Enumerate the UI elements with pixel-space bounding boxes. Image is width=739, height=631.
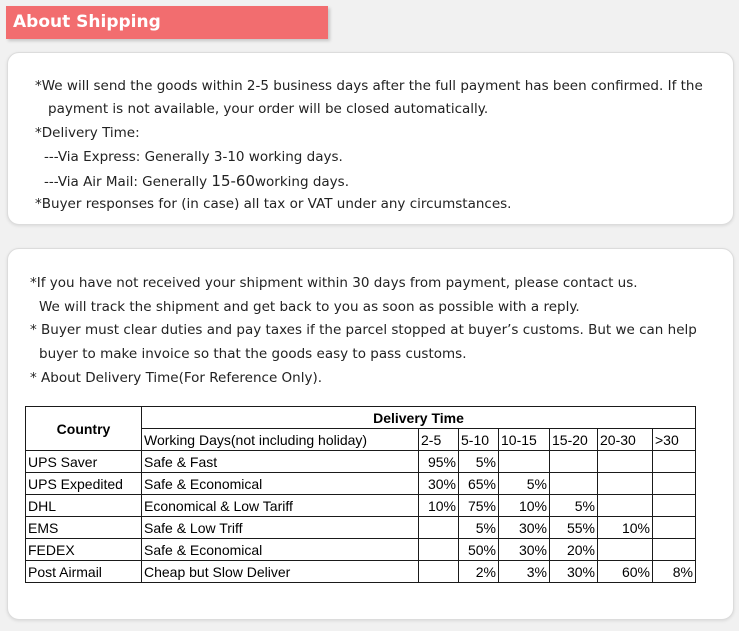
delivery-percentage xyxy=(653,451,696,473)
delivery-percentage xyxy=(653,495,696,517)
table-row xyxy=(26,473,696,495)
delivery-percentage: 10% xyxy=(598,517,653,539)
airmail-prefix: ---Via Air Mail: Generally xyxy=(44,174,212,190)
service-description: Economical & Low Tariff xyxy=(142,495,419,517)
shipping-note-line: *We will send the goods within 2-5 business days after the full payment has been confirmed. If the xyxy=(35,78,703,94)
delivery-percentage: 50% xyxy=(459,539,499,561)
delivery-percentage xyxy=(598,451,653,473)
range-header: 20-30 xyxy=(598,429,653,451)
delivery-percentage: 60% xyxy=(598,561,653,583)
range-header: >30 xyxy=(653,429,696,451)
shipping-info-card xyxy=(7,52,734,225)
delivery-percentage: 30% xyxy=(550,561,598,583)
delivery-percentage: 30% xyxy=(499,539,550,561)
delivery-percentage xyxy=(550,473,598,495)
delivery-percentage: 55% xyxy=(550,517,598,539)
delivery-time-table xyxy=(25,406,696,583)
range-header: 10-15 xyxy=(499,429,550,451)
working-days-header: Working Days(not including holiday) xyxy=(142,429,419,451)
shipping-note-line: payment is not available, your order will be closed automatically. xyxy=(48,101,489,117)
section-title: About Shipping xyxy=(13,12,161,32)
table-row xyxy=(26,517,696,539)
delivery-percentage xyxy=(598,495,653,517)
delivery-percentage xyxy=(419,539,459,561)
delivery-percentage xyxy=(419,517,459,539)
carrier-name: Post Airmail xyxy=(26,561,142,583)
service-description: Safe & Fast xyxy=(142,451,419,473)
service-description: Safe & Economical xyxy=(142,539,419,561)
delivery-percentage xyxy=(598,473,653,495)
customs-note-line: buyer to make invoice so that the goods easy to pass customs. xyxy=(39,346,467,362)
delivery-percentage: 5% xyxy=(499,473,550,495)
delivery-note-line: *If you have not received your shipment within 30 days from payment, please contact us. xyxy=(30,275,638,291)
delivery-percentage: 2% xyxy=(459,561,499,583)
airmail-delivery-line xyxy=(44,172,349,191)
delivery-percentage xyxy=(598,539,653,561)
delivery-percentage xyxy=(653,539,696,561)
carrier-rows xyxy=(26,451,696,583)
range-header: 15-20 xyxy=(550,429,598,451)
carrier-name: FEDEX xyxy=(26,539,142,561)
delivery-percentage: 5% xyxy=(459,451,499,473)
delivery-time-reference: * About Delivery Time(For Reference Only). xyxy=(30,370,323,386)
delivery-percentage: 95% xyxy=(419,451,459,473)
airmail-suffix: working days. xyxy=(255,174,349,190)
table-row xyxy=(26,495,696,517)
airmail-days-range: 15-60 xyxy=(211,172,255,190)
delivery-percentage xyxy=(653,517,696,539)
delivery-percentage: 5% xyxy=(550,495,598,517)
table-row xyxy=(26,539,696,561)
delivery-percentage: 30% xyxy=(499,517,550,539)
carrier-name: DHL xyxy=(26,495,142,517)
carrier-name: UPS Saver xyxy=(26,451,142,473)
delivery-percentage xyxy=(653,473,696,495)
customs-note-line: * Buyer must clear duties and pay taxes if the parcel stopped at buyer’s customs. But we can help xyxy=(30,322,697,338)
delivery-percentage: 5% xyxy=(459,517,499,539)
service-description: Safe & Economical xyxy=(142,473,419,495)
delivery-note-line: We will track the shipment and get back to you as soon as possible with a reply. xyxy=(39,299,580,315)
delivery-percentage: 10% xyxy=(499,495,550,517)
range-header: 2-5 xyxy=(419,429,459,451)
delivery-percentage: 20% xyxy=(550,539,598,561)
delivery-percentage: 65% xyxy=(459,473,499,495)
delivery-time-header: Delivery Time xyxy=(142,407,696,429)
delivery-percentage: 8% xyxy=(653,561,696,583)
delivery-percentage: 10% xyxy=(419,495,459,517)
service-description: Safe & Low Triff xyxy=(142,517,419,539)
table-row xyxy=(26,561,696,583)
section-header-bar xyxy=(6,6,328,39)
delivery-percentage: 30% xyxy=(419,473,459,495)
carrier-name: EMS xyxy=(26,517,142,539)
delivery-time-heading: *Delivery Time: xyxy=(35,125,140,141)
range-header: 5-10 xyxy=(459,429,499,451)
delivery-percentage: 3% xyxy=(499,561,550,583)
delivery-percentage xyxy=(499,451,550,473)
service-description: Cheap but Slow Deliver xyxy=(142,561,419,583)
carrier-name: UPS Expedited xyxy=(26,473,142,495)
tax-note-line: *Buyer responses for (in case) all tax or VAT under any circumstances. xyxy=(35,196,512,212)
delivery-percentage: 75% xyxy=(459,495,499,517)
delivery-percentage xyxy=(550,451,598,473)
delivery-percentage xyxy=(419,561,459,583)
table-row xyxy=(26,451,696,473)
express-delivery-line: ---Via Express: Generally 3-10 working days. xyxy=(44,149,343,165)
country-header: Country xyxy=(26,407,142,451)
delivery-info-card xyxy=(7,248,734,620)
